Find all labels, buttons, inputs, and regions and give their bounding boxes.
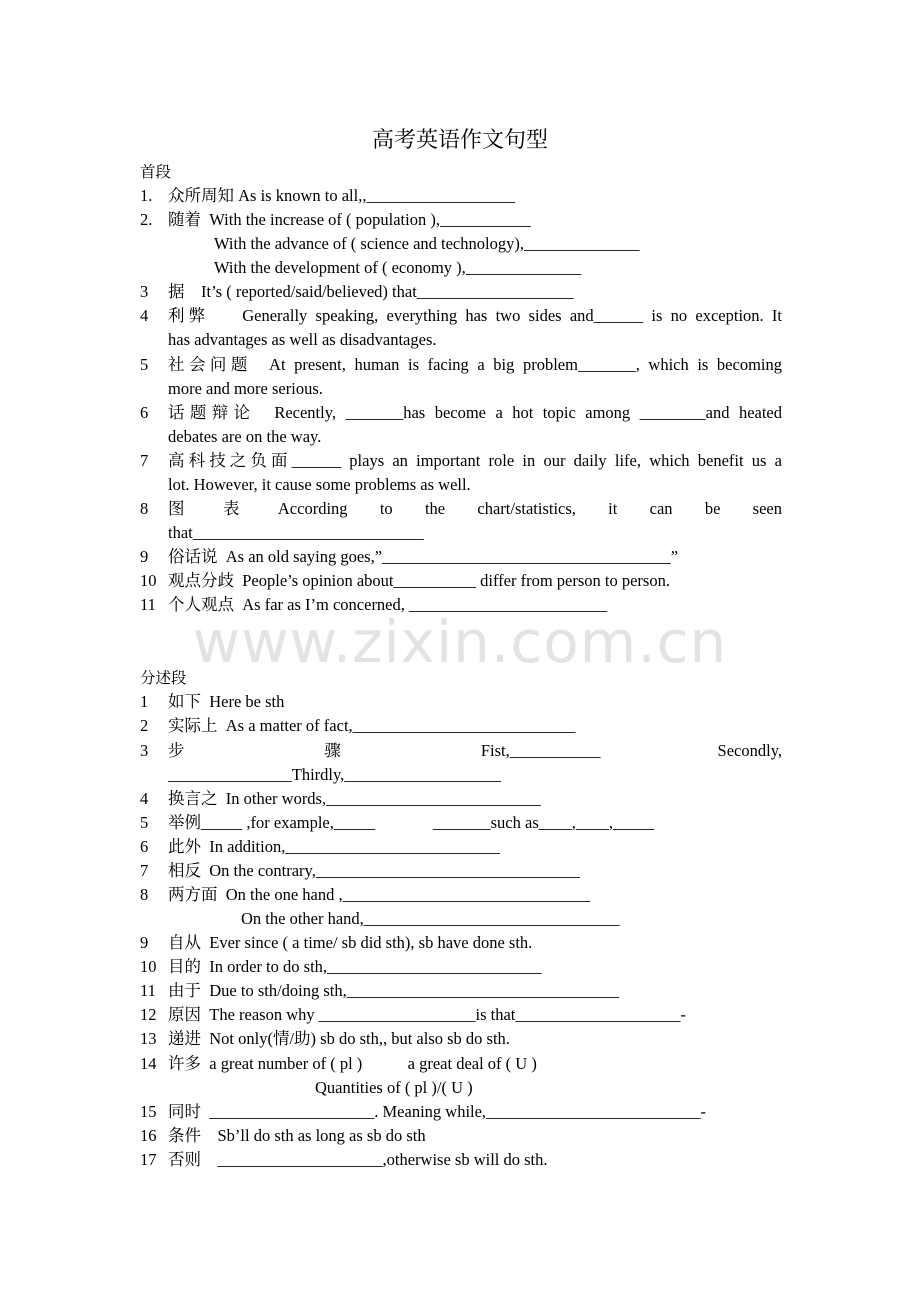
item-number: 14 (140, 1054, 157, 1073)
item-number: 1 (140, 692, 149, 711)
item-text: more and more serious. (168, 379, 323, 398)
item-number: 11 (140, 981, 156, 1000)
item-text: On the other hand,_______________________________ (241, 909, 620, 928)
item-text: 步 骤 Fist,___________ Secondly, (168, 741, 782, 760)
item-number: 4 (140, 306, 149, 325)
item-text: 利弊 Generally speaking, everything has two sides and______ is no exception. It (168, 306, 782, 325)
item-number: 16 (140, 1126, 157, 1145)
item-text: _______________Thirdly,___________________ (168, 765, 502, 784)
item-text: 话题辩论 Recently, _______has become a hot topic among ________and heated (168, 403, 782, 422)
item-number: 7 (140, 451, 149, 470)
item-text: that____________________________ (168, 523, 424, 542)
item-number: 6 (140, 837, 149, 856)
item-number: 17 (140, 1150, 157, 1169)
item-text: 图 表 According to the chart/statistics, it can be seen (168, 499, 782, 518)
item-text: 高科技之负面______ plays an important role in our daily life, which benefit us a (168, 451, 782, 470)
item-text: 原因 The reason why ___________________is that____________________- (168, 1005, 686, 1024)
item-number: 4 (140, 789, 149, 808)
item-number: 3 (140, 741, 149, 760)
item-text: 众所周知 As is known to all,,__________________ (168, 186, 515, 205)
item-text: 实际上 As a matter of fact,___________________________ (168, 716, 576, 735)
item-text: has advantages as well as disadvantages. (168, 330, 437, 349)
item-text: 观点分歧 People’s opinion about__________ differ from person to person. (168, 571, 670, 590)
item-text: 个人观点 As far as I’m concerned, ________________________ (168, 595, 608, 614)
item-number: 3 (140, 282, 149, 301)
item-text: 由于 Due to sth/doing sth,_________________________________ (168, 981, 620, 1000)
item-number: 2. (140, 210, 153, 229)
item-number: 8 (140, 499, 149, 518)
item-text: 许多 a great number of ( pl ) a great deal of ( U ) (168, 1054, 537, 1073)
item-text: 目的 In order to do sth,__________________________ (168, 957, 542, 976)
item-number: 6 (140, 403, 149, 422)
item-text: 社会问题 At present, human is facing a big problem_______, which is becoming (168, 355, 782, 374)
item-text: 相反 On the contrary,________________________________ (168, 861, 580, 880)
item-number: 9 (140, 933, 149, 952)
item-text: With the advance of ( science and technology),______________ (214, 234, 640, 253)
item-text: 据 It’s ( reported/said/believed) that___________________ (168, 282, 574, 301)
item-text: 换言之 In other words,__________________________ (168, 789, 541, 808)
item-number: 8 (140, 885, 149, 904)
item-number: 5 (140, 355, 149, 374)
item-number: 2 (140, 716, 149, 735)
item-text: debates are on the way. (168, 427, 322, 446)
page-title: 高考英语作文句型 (371, 128, 548, 153)
item-text: Quantities of ( pl )/( U ) (315, 1078, 473, 1097)
item-text: 如下 Here be sth (168, 692, 285, 711)
item-number: 13 (140, 1029, 157, 1048)
item-text: 举例_____ ,for example,_____ _______such as____,____,_____ (168, 813, 655, 832)
section-heading-intro: 首段 (140, 163, 172, 181)
watermark: www.zixin.com.cn (192, 608, 728, 676)
item-text: 否则 ____________________,otherwise sb will do sth. (168, 1150, 548, 1169)
item-text: With the development of ( economy ),______________ (214, 258, 582, 277)
section-heading-body: 分述段 (140, 669, 187, 687)
item-text: 条件 Sb’ll do sth as long as sb do sth (168, 1126, 426, 1145)
item-number: 1. (140, 186, 153, 205)
item-number: 10 (140, 957, 157, 976)
item-text: 递进 Not only(情/助) sb do sth,, but also sb do sth. (168, 1029, 510, 1048)
item-text: 俗话说 As an old saying goes,”___________________________________” (168, 547, 679, 566)
item-number: 7 (140, 861, 149, 880)
item-text: 自从 Ever since ( a time/ sb did sth), sb have done sth. (168, 933, 533, 952)
item-number: 12 (140, 1005, 157, 1024)
item-text: lot. However, it cause some problems as well. (168, 475, 471, 494)
item-number: 15 (140, 1102, 157, 1121)
item-text: 两方面 On the one hand ,______________________________ (168, 885, 591, 904)
item-number: 9 (140, 547, 149, 566)
item-text: 此外 In addition,__________________________ (168, 837, 500, 856)
item-number: 11 (140, 595, 156, 614)
item-number: 10 (140, 571, 157, 590)
item-text: 随着 With the increase of ( population ),___________ (168, 210, 531, 229)
item-number: 5 (140, 813, 149, 832)
item-text: 同时 ____________________. Meaning while,__________________________- (168, 1102, 707, 1121)
